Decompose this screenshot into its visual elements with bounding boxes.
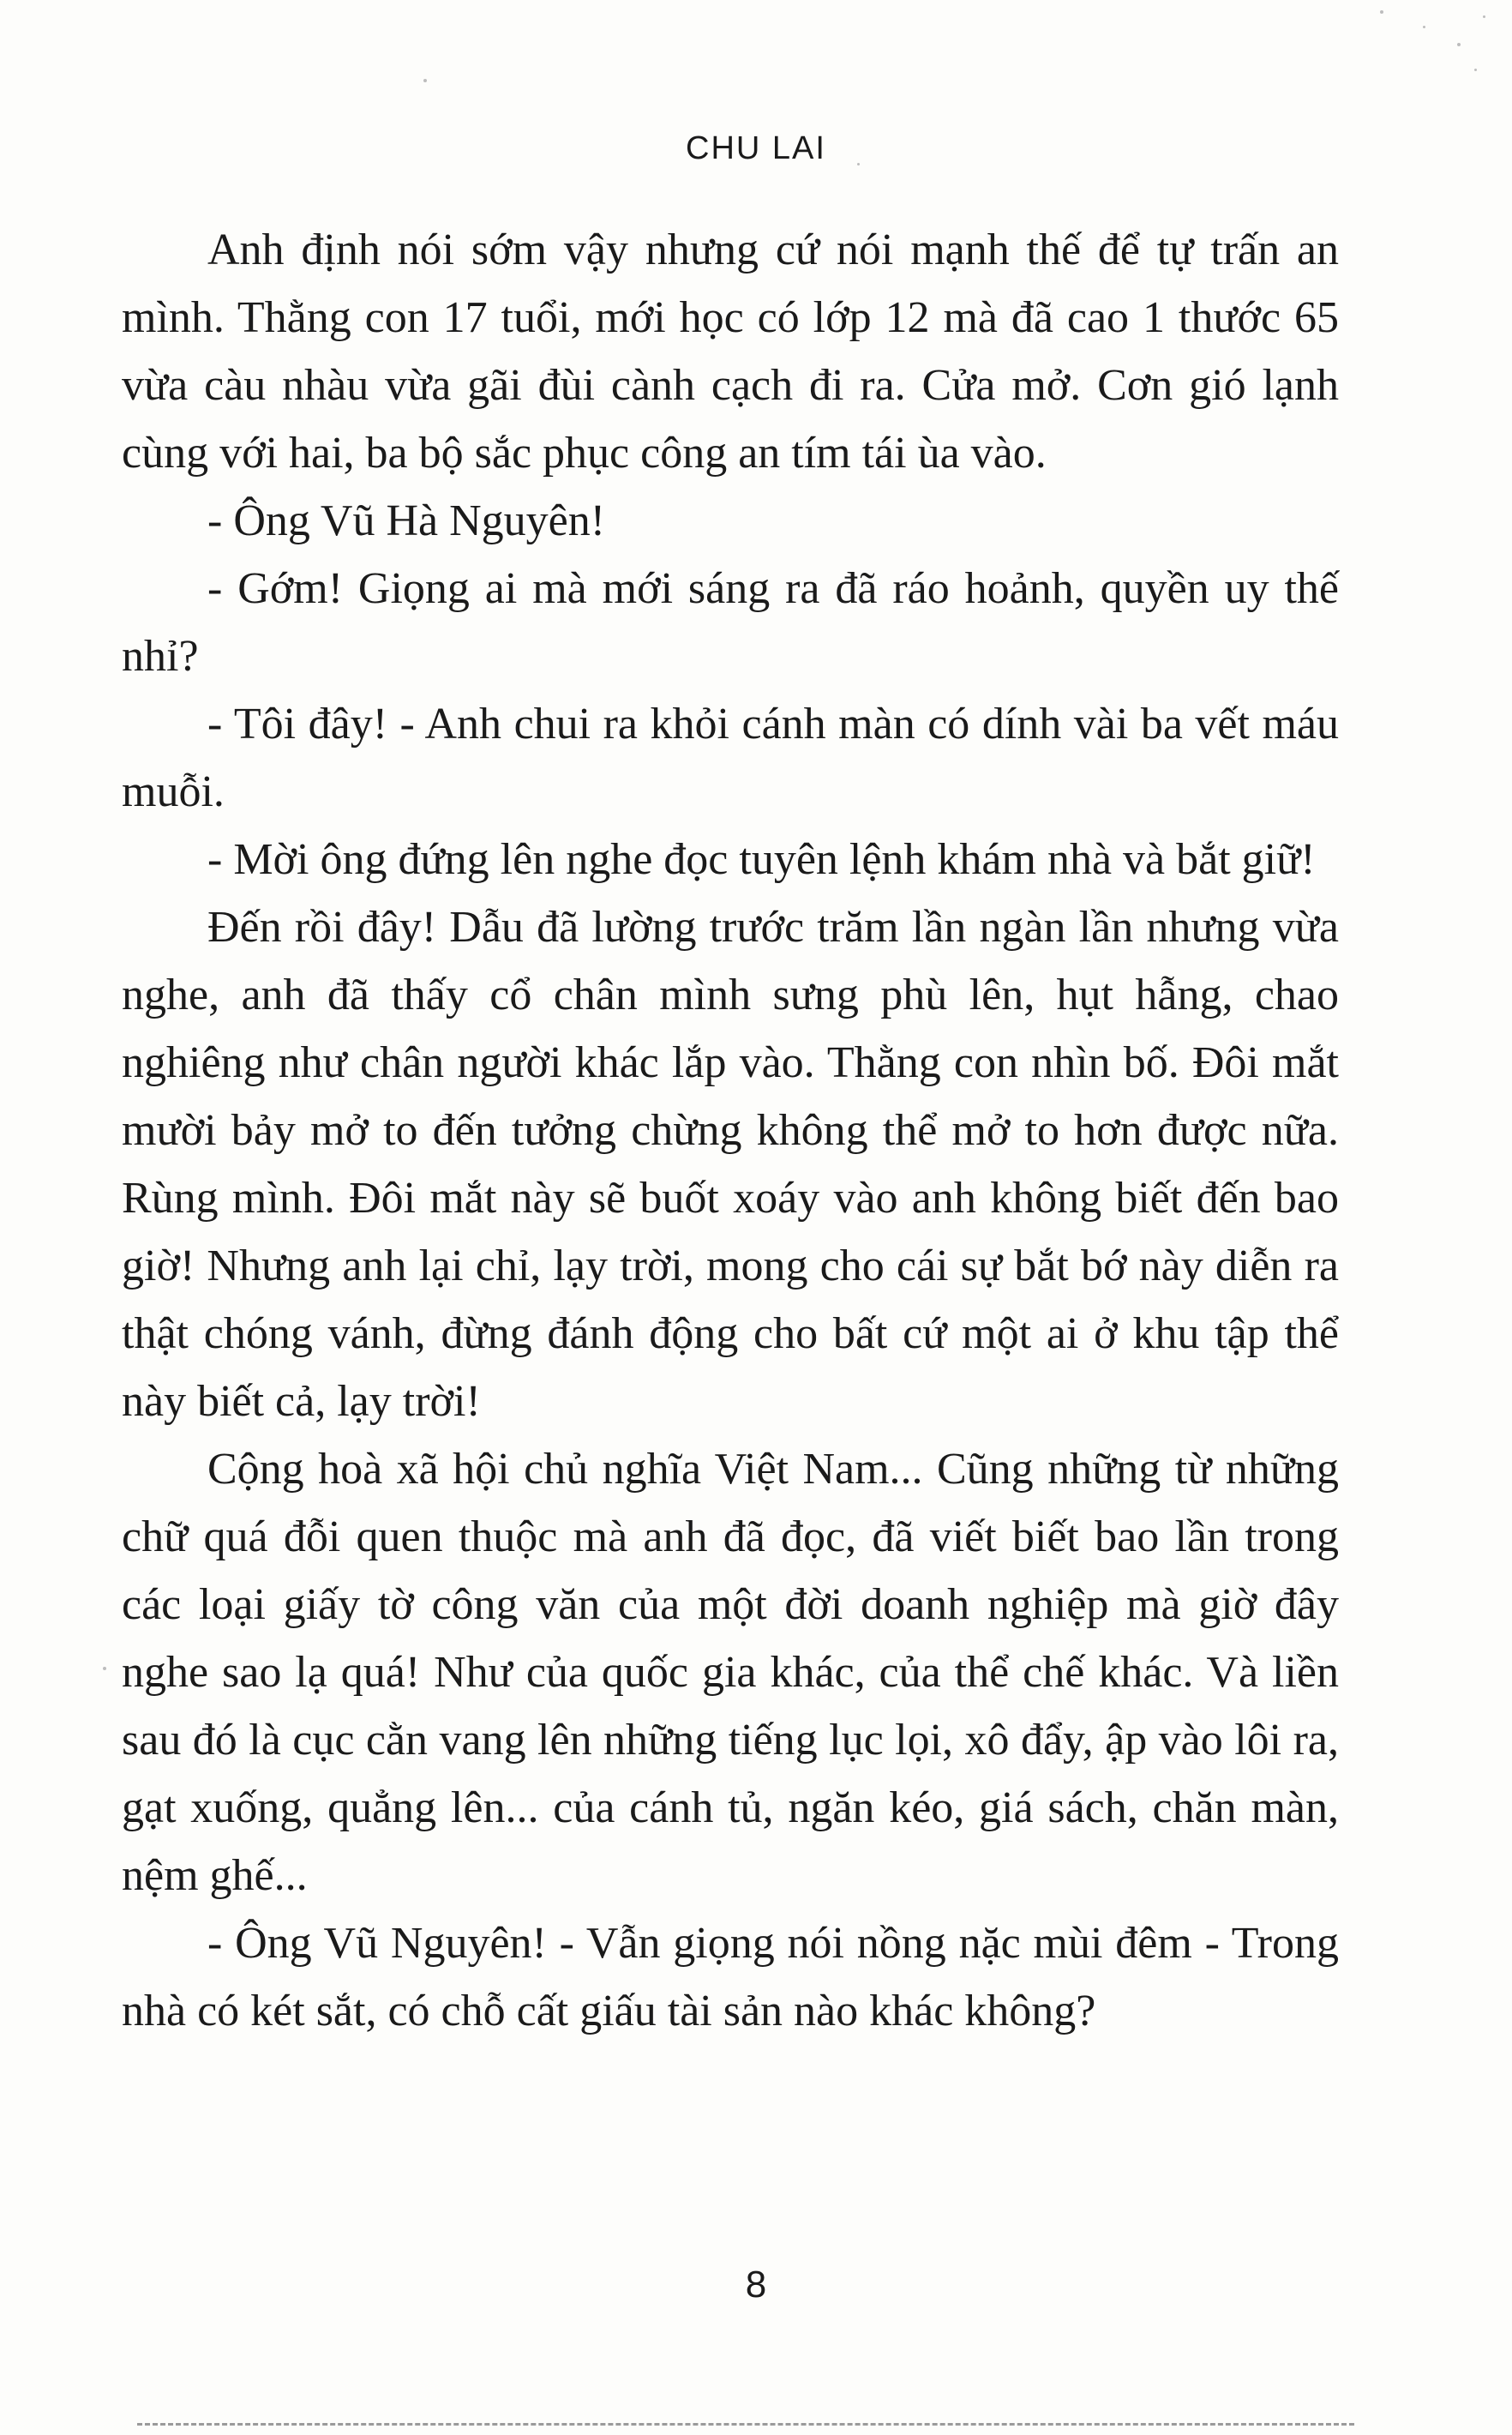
scan-speck <box>857 163 860 165</box>
scan-speck <box>1483 15 1485 18</box>
paragraph-4: - Tôi đây! - Anh chui ra khỏi cánh màn có dính vài ba vết máu muỗi. <box>122 700 1339 816</box>
scan-speck <box>103 1667 106 1670</box>
paragraph-1: Anh định nói sớm vậy nhưng cứ nói mạnh thế để tự trấn an mình. Thằng con 17 tuổi, mới học có lớp 12 mà đã cao 1 thước 65 vừa càu nhàu vừa gãi đùi cành cạch đi ra. Cửa mở. Cơn gió lạnh cùng với hai, ba bộ sắc phục công an tím tái ùa vào. <box>122 225 1339 478</box>
paragraph-8: - Ông Vũ Nguyên! - Vẫn giọng nói nồng nặc mùi đêm - Trong nhà có két sắt, có chỗ cất giấu tài sản nào khác không? <box>122 1919 1339 2035</box>
scan-speck <box>1474 69 1477 71</box>
paragraph-2: - Ông Vũ Hà Nguyên! <box>207 496 606 545</box>
scan-speck <box>1423 26 1425 28</box>
page-number: 8 <box>745 2264 767 2306</box>
paragraph-3: - Gớm! Giọng ai mà mới sáng ra đã ráo hoảnh, quyền uy thế nhỉ? <box>122 564 1339 681</box>
paragraph-5: - Mời ông đứng lên nghe đọc tuyên lệnh khám nhà và bắt giữ! <box>207 835 1316 884</box>
paragraph-6: Đến rồi đây! Dẫu đã lường trước trăm lần ngàn lần nhưng vừa nghe, anh đã thấy cổ chân mình sưng phù lên, hụt hẫng, chao nghiêng như chân người khác lắp vào. Thằng con nhìn bố. Đôi mắt mười bảy mở to đến tưởng chừng không thể mở to hơn được nữa. Rùng mình. Đôi mắt này sẽ buốt xoáy vào anh không biết đến bao giờ! Nhưng anh lại chỉ, lạy trời, mong cho cái sự bắt bớ này diễn ra thật chóng vánh, đừng đánh động cho bất cứ một ai ở khu tập thể này biết cả, lạy trời! <box>122 903 1339 1426</box>
running-header: CHU LAI <box>686 130 826 166</box>
paragraph-7: Cộng hoà xã hội chủ nghĩa Việt Nam... Cũng những từ những chữ quá đỗi quen thuộc mà anh đã đọc, đã viết biết bao lần trong các loại giấy tờ công văn của một đời doanh nghiệp mà giờ đây nghe sao lạ quá! Như của quốc gia khác, của thể chế khác. Và liền sau đó là cục cằn vang lên những tiếng lục lọi, xô đẩy, ập vào lôi ra, gạt xuống, quẳng lên... của cánh tủ, ngăn kéo, giá sách, chăn màn, nệm ghế... <box>122 1445 1339 1900</box>
scan-speck <box>1380 10 1383 14</box>
body-text <box>122 216 1339 2045</box>
scan-speck <box>1457 43 1461 46</box>
scan-speck <box>423 79 427 82</box>
bottom-scan-edge <box>137 2423 1354 2426</box>
